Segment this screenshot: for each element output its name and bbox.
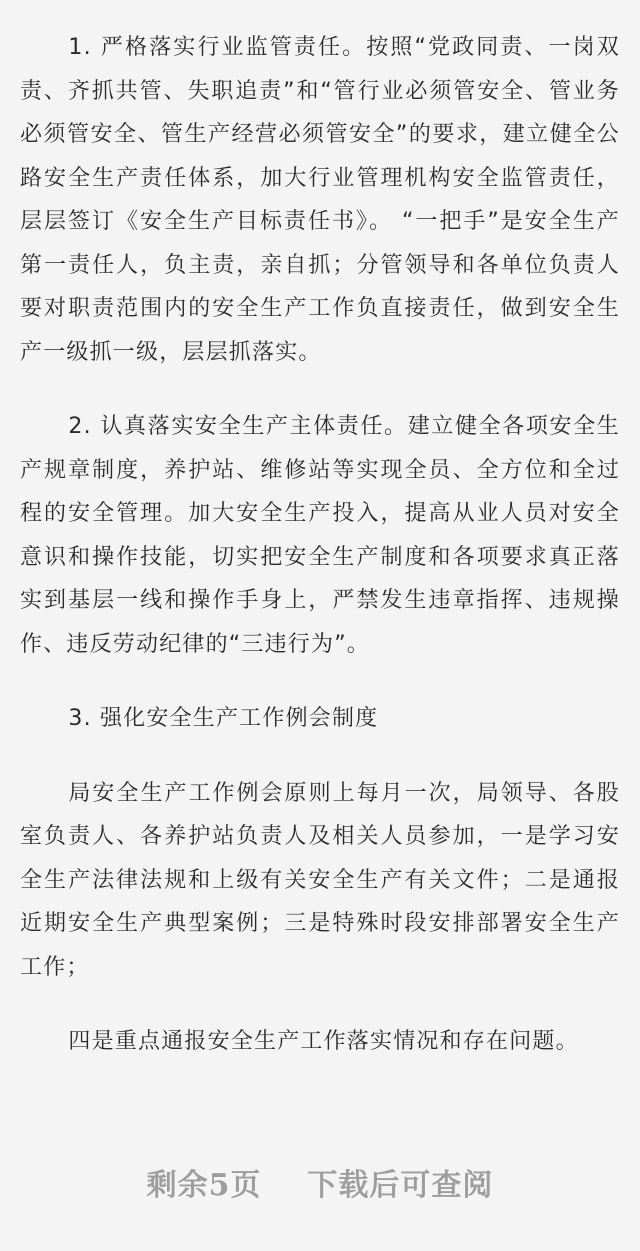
paragraph-1: 1. 严格落实行业监管责任。按照“党政同责、一岗双责、齐抓共管、失职追责”和“管行业必须管安全、管业务必须管安全、管生产经营必须管安全”的要求，建立健全公路安全生产责任体系，加大行业管理机构安全监管责任，层层签订《安全生产目标责任书》。 “一把手”是安全生产第一责任人，负主责，亲自抓；分管领导和各单位负责人要对职责范围内的安全生产工作负直接责任，做到安全生产一级抓一级，层层抓落实。 (20, 35, 620, 365)
paragraph-4: 局安全生产工作例会原则上每月一次，局领导、各股室负责人、各养护站负责人及相关人员参加，一是学习安全生产法律法规和上级有关安全生产有关文件；二是通报近期安全生产典型案例；三是特殊时段安排部署安全生产工作； (20, 780, 620, 980)
paragraph-3: 3. 强化安全生产工作例会制度 (68, 706, 379, 731)
paragraph-5: 四是重点通报安全生产工作落实情况和存在问题。 (68, 1029, 579, 1054)
remaining-pages-download-prompt[interactable]: 剩余5页 下载后可查阅 (146, 1168, 494, 1203)
paragraph-2: 2. 认真落实安全生产主体责任。建立健全各项安全生产规章制度，养护站、维修站等实现全员、全方位和全过程的安全管理。加大安全生产投入，提高从业人员对安全意识和操作技能，切实把安全生产制度和各项要求真正落实到基层一线和操作手身上，严禁发生违章指挥、违规操作、违反劳动纪律的“三违行为”。 (20, 414, 620, 657)
